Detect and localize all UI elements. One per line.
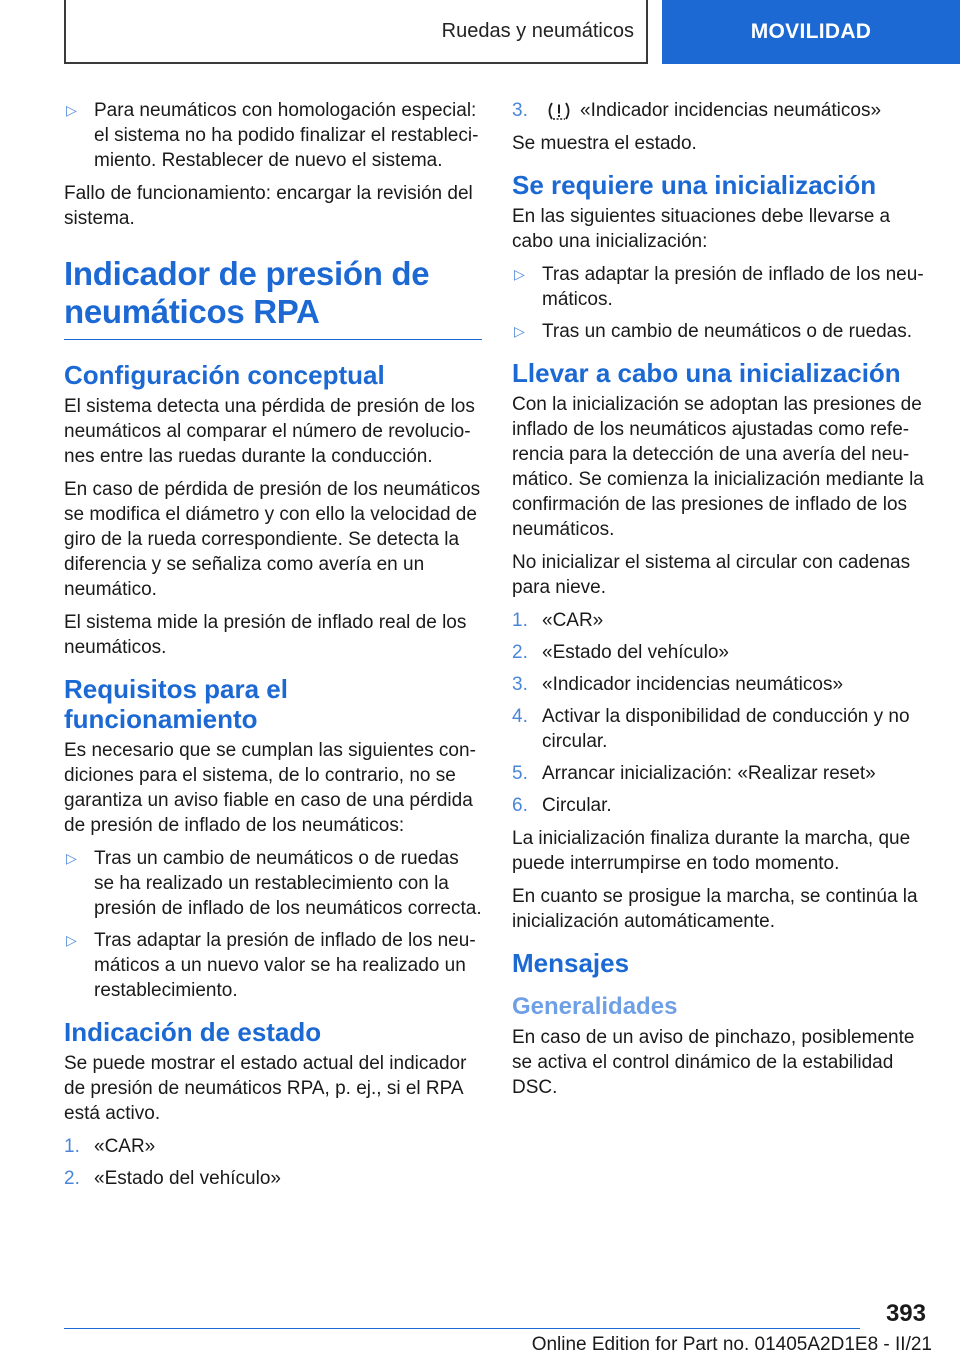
right-column <box>512 98 924 1108</box>
step-list <box>512 608 924 818</box>
paragraph: La inicialización finaliza durante la marcha, que puede interrumpirse en todo momento. <box>512 828 911 874</box>
footer-divider <box>64 1328 860 1329</box>
paragraph: Se puede mostrar el estado actual del indicador de presión de neumáticos RPA, p. ej., si el RPA está activo. <box>64 1053 467 1124</box>
list-item: 2. «Estado del vehículo» <box>512 642 729 663</box>
paragraph: Con la inicialización se adoptan las presiones de inflado de los neumáticos ajustadas como referencia para la detección de una avería del neumático. Se comienza la inicialización mediante la confirmación de las presiones de inflado de los neumáticos. <box>512 394 924 540</box>
paragraph: En caso de pérdida de presión de los neumáticos se modifica el diámetro y con ello la velocidad de giro de la rueda correspondiente. Se detecta la diferencia y se señaliza como avería en un neumático. <box>64 479 481 600</box>
section-heading: Configuración conceptual <box>64 360 385 390</box>
triangle-right-icon: ▷ <box>514 323 525 339</box>
list-item: 3. «Indicador incidencias neumáticos» <box>512 674 844 695</box>
paragraph: El sistema mide la presión de inflado real de los neumáticos. <box>64 612 467 658</box>
section-heading: Se requiere una inicialización <box>512 170 877 200</box>
paragraph: En caso de un aviso de pinchazo, posiblemente se activa el control dinámico de la estabilidad DSC. <box>512 1027 915 1098</box>
tire-warning-icon <box>546 101 572 121</box>
step-number: 3. <box>512 100 528 121</box>
header-chapter-tab <box>662 0 960 64</box>
paragraph: Es necesario que se cumplan las siguientes condiciones para el sistema, de lo contrario, no se garantiza un aviso fiable en caso de una pérdida de presión de inflado de los neumáticos: <box>64 740 476 836</box>
list-item: 4. Activar la disponibilidad de conducción y no circular. <box>512 706 910 752</box>
paragraph: Fallo de funcionamiento: encargar la revisión del sistema. <box>64 183 473 229</box>
step-list <box>512 98 924 123</box>
triangle-right-icon: ▷ <box>514 266 525 282</box>
paragraph: En cuanto se prosigue la marcha, se continúa la inicialización automáticamente. <box>512 886 918 932</box>
list-item: ▷ Tras adaptar la presión de inflado de los neumáticos. <box>514 264 924 310</box>
list-item: ▷ Para neumáticos con homologación especial: el sistema no ha podido finalizar el restablecimiento. Restablecer de nuevo el sistema. <box>66 100 479 171</box>
list-item: 6. Circular. <box>512 795 612 816</box>
paragraph: No inicializar el sistema al circular con cadenas para nieve. <box>512 552 911 598</box>
subsection-heading: Generalidades <box>512 993 678 1020</box>
list-item: 3. «Indicador incidencias neumáticos» <box>512 100 882 121</box>
triangle-right-icon: ▷ <box>66 102 77 118</box>
section-heading: Mensajes <box>512 948 630 978</box>
left-column <box>64 98 482 1199</box>
step-number: 2. <box>64 1168 80 1189</box>
list-item: 1. «CAR» <box>64 1136 156 1157</box>
step-number: 6. <box>512 795 528 816</box>
step-number: 1. <box>512 610 528 631</box>
paragraph: El sistema detecta una pérdida de presión de los neumáticos al comparar el número de revoluciones entre las ruedas durante la conducción. <box>64 396 475 467</box>
list-item: ▷ Tras un cambio de neumáticos o de ruedas se ha realizado un restablecimiento con la presión de inflado de los neumáticos correcta. <box>66 848 482 919</box>
chapter-title: MOVILIDAD <box>750 20 872 43</box>
list-item: 1. «CAR» <box>512 610 604 631</box>
paragraph: En las siguientes situaciones debe llevarse a cabo una inicialización: <box>512 206 891 252</box>
triangle-right-icon: ▷ <box>66 850 77 866</box>
bullet-list <box>64 98 482 173</box>
triangle-right-icon: ▷ <box>66 932 77 948</box>
step-number: 2. <box>512 642 528 663</box>
step-number: 3. <box>512 674 528 695</box>
chapter-heading: Indicador de presión de neumáticos RPA <box>64 255 482 340</box>
list-item: 2. «Estado del vehículo» <box>64 1168 281 1189</box>
step-number: 4. <box>512 706 528 727</box>
section-title: Ruedas y neumáticos <box>441 19 634 42</box>
page-number: 393 <box>885 1300 926 1327</box>
step-list <box>64 1134 482 1191</box>
list-item: ▷ Tras un cambio de neumáticos o de ruedas. <box>514 321 912 342</box>
section-heading: Indicación de estado <box>64 1017 322 1047</box>
footer-edition: Online Edition for Part no. 01405A2D1E8 - II/21 <box>531 1334 932 1355</box>
bullet-list <box>512 262 924 344</box>
header-section-tab <box>64 0 648 64</box>
list-item: 5. Arrancar inicialización: «Realizar reset» <box>512 763 876 784</box>
step-number: 5. <box>512 763 528 784</box>
paragraph: Se muestra el estado. <box>512 133 697 154</box>
section-heading: Llevar a cabo una inicialización <box>512 358 901 388</box>
section-heading: Requisitos para el funcionamiento <box>64 674 288 734</box>
bullet-list <box>64 846 482 1003</box>
list-item: ▷ Tras adaptar la presión de inflado de los neumáticos a un nuevo valor se ha realizado un restablecimiento. <box>66 930 476 1001</box>
step-number: 1. <box>64 1136 80 1157</box>
